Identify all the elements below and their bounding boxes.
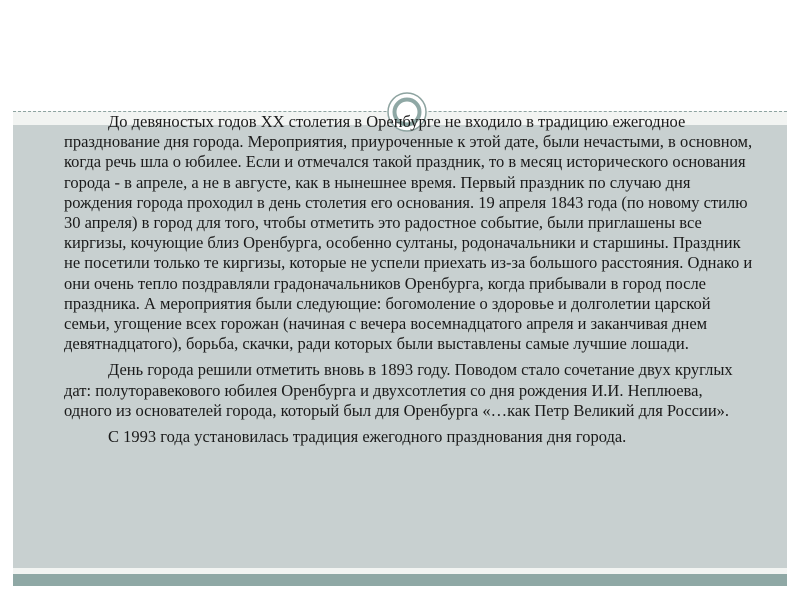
paragraph-1893: День города решили отметить вновь в 1893 году. Поводом стало сочетание двух круглых дат: полуторавекового юбилея Оренбурга и двухсотлетия со дня рождения И.И. Неплюева, одного из основателей города, который был для Оренбурга «…как Петр Великий для России». — [64, 360, 733, 420]
footer-accent-bar — [13, 574, 787, 586]
paragraph-history: До девяностых годов XX столетия в Оренбурге не входило в традицию ежегодное празднование дня города. Мероприятия, приуроченные к этой дате, были нечастыми, в основном, когда речь шла о юбилее. Если и отмечался такой праздник, то в месяц исторического основания города - в апреле, а не в августе, как в нынешнее время. Первый праздник по случаю дня рождения города проходил в день столетия его основания. 19 апреля 1843 года (по новому стилю 30 апреля) в город для того, чтобы отметить это радостное событие, были приглашены все киргизы, кочующие близ Оренбурга, особенно султаны, родоначальники и старшины. Праздник не посетили только те киргизы, которые не успели приехать из-за большого расстояния. Однако и они очень тепло поздравляли градоначальников Оренбурга, когда прибывали в город после праздника. А мероприятия были следующие: богомоление о здоровье и долголетии царской семьи, угощение всех горожан (начиная с вечера восемнадцатого апреля и заканчивая днем девятнадцатого), борьба, скачки, ради которых были выставлены самые лучшие лошади. — [64, 112, 753, 354]
body-text — [64, 112, 754, 453]
paragraph-1993: С 1993 года установилась традиция ежегодного празднования дня города. — [108, 427, 627, 447]
